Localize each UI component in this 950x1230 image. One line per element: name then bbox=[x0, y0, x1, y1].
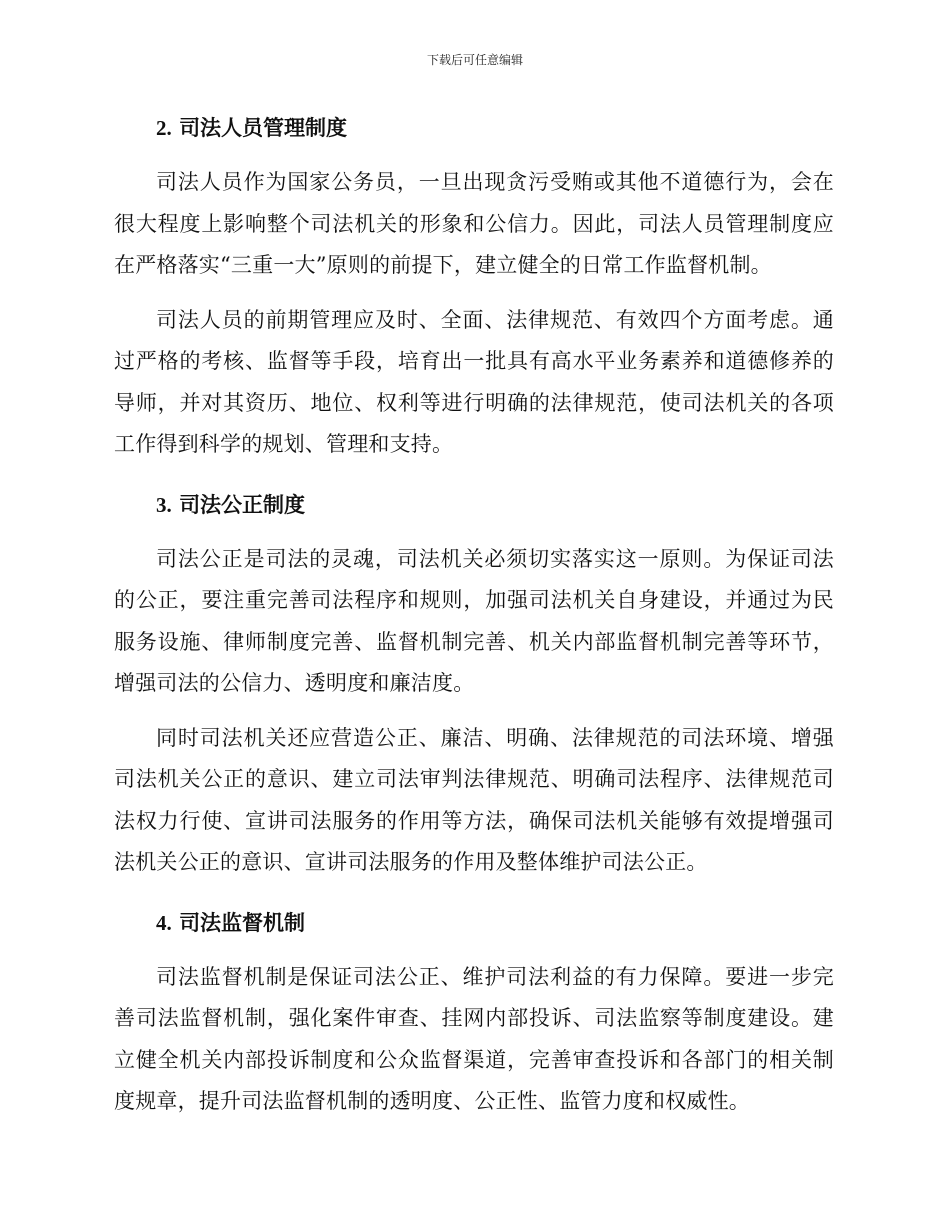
paragraph: 司法公正是司法的灵魂，司法机关必须切实落实这一原则。为保证司法的公正，要注重完善司法程序和规则，加强司法机关自身建设，并通过为民服务设施、律师制度完善、监督机制完善、机关内部监督机制完善等环节，增强司法的公信力、透明度和廉洁度。 bbox=[114, 546, 834, 695]
section-number: 2. bbox=[156, 116, 172, 140]
section-heading-2 bbox=[114, 108, 834, 148]
section-heading-3 bbox=[114, 485, 834, 525]
document-body bbox=[114, 108, 834, 1123]
paragraph: 同时司法机关还应营造公正、廉洁、明确、法律规范的司法环境、增强司法机关公正的意识、建立司法审判法律规范、明确司法程序、法律规范司法权力行使、宣讲司法服务的作用等方法，确保司法机关能够有效提增强司法机关公正的意识、宣讲司法服务的作用及整体维护司法公正。 bbox=[114, 725, 834, 874]
section-number: 3. bbox=[156, 492, 172, 517]
paragraph: 司法监督机制是保证司法公正、维护司法利益的有力保障。要进一步完善司法监督机制，强化案件审查、挂网内部投诉、司法监察等制度建设。建立健全机关内部投诉制度和公众监督渠道，完善审查投诉和各部门的相关制度规章，提升司法监督机制的透明度、公正性、监管力度和权威性。 bbox=[114, 964, 834, 1113]
section-title: 司法人员管理制度 bbox=[179, 115, 348, 140]
paragraph: 司法人员的前期管理应及时、全面、法律规范、有效四个方面考虑。通过严格的考核、监督等手段，培育出一批具有高水平业务素养和道德修养的导师，并对其资历、地位、权利等进行明确的法律规范，使司法机关的各项工作得到科学的规划、管理和支持。 bbox=[114, 307, 834, 456]
section-title: 司法监督机制 bbox=[179, 909, 306, 935]
section-title: 司法公正制度 bbox=[179, 491, 306, 517]
section-number: 4. bbox=[156, 910, 172, 935]
page-header: 下载后可任意编辑 bbox=[426, 53, 523, 67]
section-heading-4 bbox=[114, 903, 834, 943]
paragraph: 司法人员作为国家公务员，一旦出现贪污受贿或其他不道德行为，会在很大程度上影响整个司法机关的形象和公信力。因此，司法人员管理制度应在严格落实“三重一大”原则的前提下，建立健全的日常工作监督机制。 bbox=[114, 170, 834, 277]
